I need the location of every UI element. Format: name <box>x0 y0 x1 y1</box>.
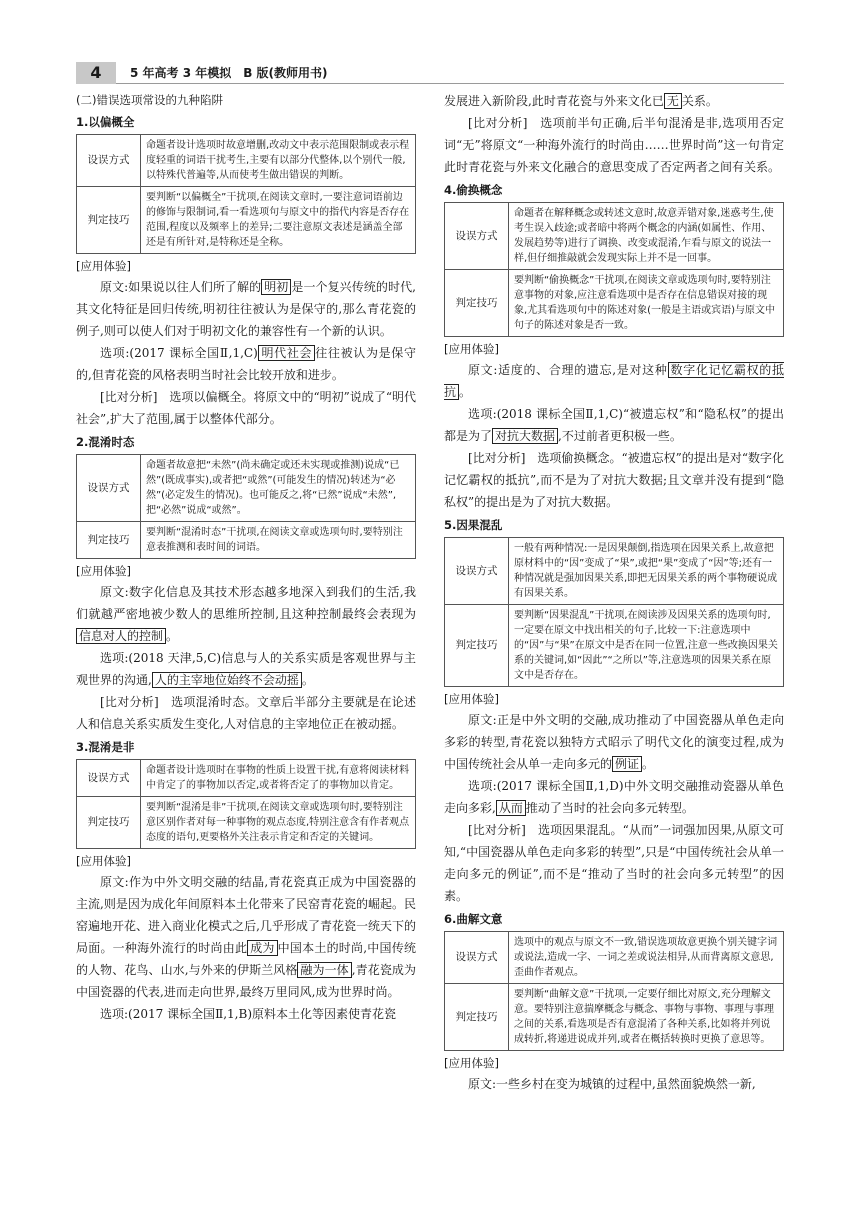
method-table-5 <box>444 537 784 687</box>
application-tag: [应用体验] <box>444 692 499 706</box>
original-text: 原文:作为中外文明交融的结晶,青花瓷真正成为中国瓷器的主流,则是因为成化年间原料本土化带来了民窑青花瓷的崛起。民窑遍地开花、进入商业化模式之后,几乎形成了青花瓷一统天下的局面。一种海外流行的时尚由此 成为 中国本土的时尚,中国传统的人物、花鸟、山水,与外来的伊斯兰风格 融为一体 ,青花瓷成为中国瓷器的代表,进而走向世界,最终万里同风,成为世界时尚。 <box>76 875 416 999</box>
method-table-3 <box>76 759 416 849</box>
method-table-1 <box>76 134 416 254</box>
boxed-term: 例证 <box>612 756 642 772</box>
table-value: 命题者设计选项时在事物的性质上设置干扰,有意将阅读材料中肯定了的事物加以否定,或者将否定了的事物加以肯定。 <box>141 760 416 797</box>
table-value: 要判断“因果混乱”干扰项,在阅读涉及因果关系的选项句时,一定要在原文中找出相关的句子,比较一下:注意选项中的“因”与“果”在原文中是否在同一位置,注意一些改换因果关系的关键词,如“因此”“之所以”等,注意选项的因果关系在原文中是否存在。 <box>509 605 784 687</box>
table-value: 要判断“混淆是非”干扰项,在阅读文章或选项句时,要特别注意区别作者对每一种事物的观点态度,特别注意含有作者观点态度的语句,更要格外关注表示肯定和否定的关键词。 <box>141 797 416 849</box>
option-text: 选项:(2017 课标全国Ⅱ,1,D)中外文明交融推动瓷器从单色走向多彩, 从而 推动了当时的社会向多元转型。 <box>444 779 784 815</box>
application-tag: [应用体验] <box>444 342 499 356</box>
boxed-term: 数字化记忆霸权的抵抗 <box>444 363 784 399</box>
boxed-term: 融为一体 <box>297 962 351 978</box>
subsection-title-5: 5.因果混乱 <box>444 518 503 532</box>
table-value: 要判断“曲解文意”干扰项,一定要仔细比对原文,充分理解文意。要特别注意揣摩概念与概念、事物与事物、事理与事理之间的关系,看选项是否有意混淆了各种关系,比如将并列说成转折,将递进说成并列,或者在概括转换时更换了意思等。 <box>509 984 784 1051</box>
table-key: 设误方式 <box>77 760 141 797</box>
boxed-term: 人的主宰地位始终不会动摇 <box>152 672 302 688</box>
original-text: 原文:正是中外文明的交融,成功推动了中国瓷器从单色走向多彩的转型,青花瓷以独特方式昭示了明代文化的演变过程,成为中国传统社会从单一走向多元的 例证 。 <box>444 713 784 771</box>
table-key: 设误方式 <box>77 455 141 522</box>
table-key: 设误方式 <box>445 932 509 984</box>
right-column <box>444 90 784 1095</box>
table-key: 设误方式 <box>77 135 141 187</box>
application-tag: [应用体验] <box>76 259 131 273</box>
original-text: 原文:一些乡村在变为城镇的过程中,虽然面貌焕然一新, <box>468 1077 756 1091</box>
boxed-term: 明初 <box>261 279 291 295</box>
table-value: 选项中的观点与原文不一致,错误选项故意更换个别关键字词或说法,造成一字、一词之差或说法相异,从而背离原文意思,歪曲作者观点。 <box>509 932 784 984</box>
method-table-4 <box>444 202 784 337</box>
option-text: 选项:(2017 课标全国Ⅱ,1,C) 明代社会 往往被认为是保守的,但青花瓷的风格表明当时社会比较开放和进步。 <box>76 346 416 382</box>
option-text: 选项:(2017 课标全国Ⅱ,1,B)原料本土化等因素使青花瓷 <box>100 1007 396 1021</box>
original-text: 原文:如果说以往人们所了解的 明初 是一个复兴传统的时代,其文化特征是回归传统,明初往往被认为是保守的,那么青花瓷的例子,则可以使人们对于明初文化的兼容性有一个新的认识。 <box>76 280 416 338</box>
boxed-term: 成为 <box>247 940 277 956</box>
page-header <box>76 62 784 84</box>
option-text-continued: 发展进入新阶段,此时青花瓷与外来文化已 无 关系。 <box>444 94 718 108</box>
page-number: 4 <box>76 62 116 84</box>
application-tag: [应用体验] <box>76 854 131 868</box>
table-key: 设误方式 <box>445 538 509 605</box>
option-text: 选项:(2018 课标全国Ⅱ,1,C)“被遗忘权”和“隐私权”的提出都是为了 对抗大数据 ,不过前者更积极一些。 <box>444 407 784 443</box>
subsection-title-1: 1.以偏概全 <box>76 115 135 129</box>
table-key: 设误方式 <box>445 203 509 270</box>
table-value: 命题者故意把“未然”(尚未确定或还未实现或推测)说成“已然”(既成事实),或者把“或然”(可能发生的情况)转述为“必然”(必定发生的情况)。也可能反之,将“已然”说成“未然”,把“必然”说成“或然”。 <box>141 455 416 522</box>
boxed-term: 对抗大数据 <box>492 428 558 444</box>
table-value: 要判断“以偏概全”干扰项,在阅读文章时,一要注意词语前边的修饰与限制词,看一看选项句与原文中的指代内容是否存在范围,程度以及频率上的差异;二要注意原文表述是涵盖全部还是有所针对,是特称还是全称。 <box>141 187 416 254</box>
left-column <box>76 90 416 1025</box>
subsection-title-2: 2.混淆时态 <box>76 435 135 449</box>
table-key: 判定技巧 <box>445 984 509 1051</box>
table-key: 判定技巧 <box>77 187 141 254</box>
comparison-analysis: [比对分析] 选项混淆时态。文章后半部分主要就是在论述人和信息关系实质发生变化,人对信息的主宰地位正在被动摇。 <box>76 695 416 731</box>
table-value: 命题者在解释概念或转述文意时,故意弄错对象,迷惑考生,使考生误入歧途;或者暗中将两个概念的内涵(如属性、作用、发展趋势等)进行了调换、改变或混淆,乍看与原文的说法一样,但仔细推敲就会发现实际上并不是一回事。 <box>509 203 784 270</box>
original-text: 原文:数字化信息及其技术形态越多地深入到我们的生活,我们就越严密地被少数人的思维所控制,且这种控制最终会表现为信息对人的控制 。 <box>76 585 416 643</box>
application-tag: [应用体验] <box>76 564 131 578</box>
table-value: 要判断“偷换概念”干扰项,在阅读文章或选项句时,要特别注意事物的对象,应注意看选项中是否存在信息错误对接的现象,尤其看选项句中的陈述对象(一般是主语或宾语)与原文中句子的陈述对象是否一致。 <box>509 270 784 337</box>
comparison-analysis: [比对分析] 选项以偏概全。将原文中的“明初”说成了“明代社会”,扩大了范围,属于以整体代部分。 <box>76 390 416 426</box>
application-tag: [应用体验] <box>444 1056 499 1070</box>
table-key: 判定技巧 <box>445 605 509 687</box>
subsection-title-3: 3.混淆是非 <box>76 740 135 754</box>
boxed-term: 无 <box>664 93 682 109</box>
table-key: 判定技巧 <box>77 522 141 559</box>
method-table-6 <box>444 931 784 1051</box>
table-value: 一般有两种情况:一是因果颠倒,指选项在因果关系上,故意把原材料中的“因”变成了“果”,或把“果”变成了“因”等;还有一种情况就是强加因果关系,即把无因果关系的两个事物硬说成有因果关系。 <box>509 538 784 605</box>
table-value: 命题者设计选项时故意增删,改动文中表示范围限制或表示程度轻重的词语干扰考生,主要有以部分代整体,以个别代一般,以特殊代普遍等,从而使考生做出错误的判断。 <box>141 135 416 187</box>
boxed-term: 信息对人的控制 <box>76 628 166 644</box>
comparison-analysis: [比对分析] 选项偷换概念。“被遗忘权”的提出是对“数字化记忆霸权的抵抗”,而不是为了对抗大数据;且文章并没有提到“隐私权”的提出是为了对抗大数据。 <box>444 451 784 509</box>
original-text: 原文:适度的、合理的遗忘,是对这种 数字化记忆霸权的抵抗 。 <box>444 363 784 399</box>
option-text: 选项:(2018 天津,5,C)信息与人的关系实质是客观世界与主观世界的沟通, 人的主宰地位始终不会动摇 。 <box>76 651 416 687</box>
book-title: 5 年高考 3 年模拟 B 版(教师用书) <box>130 66 328 80</box>
method-table-2 <box>76 454 416 559</box>
boxed-term: 明代社会 <box>258 345 315 361</box>
comparison-analysis: [比对分析] 选项前半句正确,后半句混淆是非,选项用否定词“无”将原文“一种海外流行的时尚由……世界时尚”这一句肯定此时青花瓷与外来文化融合的意思变成了否定两者之间有关系。 <box>444 116 784 174</box>
table-key: 判定技巧 <box>445 270 509 337</box>
section-title: (二)错误选项常设的九种陷阱 <box>76 93 223 107</box>
subsection-title-4: 4.偷换概念 <box>444 183 503 197</box>
boxed-term: 从而 <box>496 800 526 816</box>
subsection-title-6: 6.曲解文意 <box>444 912 503 926</box>
table-key: 判定技巧 <box>77 797 141 849</box>
table-value: 要判断“混淆时态”干扰项,在阅读文章或选项句时,要特别注意表推测和表时间的词语。 <box>141 522 416 559</box>
comparison-analysis: [比对分析] 选项因果混乱。“从而”一词强加因果,从原文可知,“中国瓷器从单色走向多彩的转型”,只是“中国传统社会从单一走向多元的例证”,而不是“推动了当时的社会向多元转型”的因素。 <box>444 823 784 903</box>
